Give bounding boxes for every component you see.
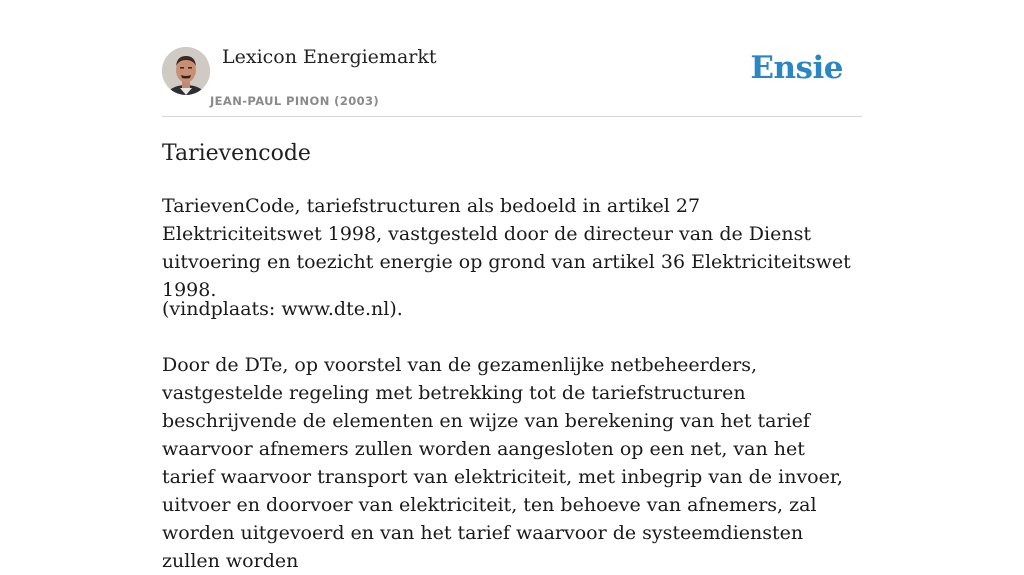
header: [162, 0, 862, 117]
description-paragraph: Door de DTe, op voorstel van de gezamenlijke netbeheerders, vastgestelde regeling met betrekking tot de tariefstructuren beschrijvende de elementen en wijze van berekening van het tarief waarvoor afnemers zullen worden aangesloten op een net, van het tarief waarvoor transport van elektriciteit, met inbegrip van de invoer, uitvoer en doorvoer van elektriciteit, ten behoeve van afnemers, zal worden uitgevoerd en van het tarief waarvoor de systeemdiensten zullen worden: [162, 354, 843, 572]
author-avatar[interactable]: [162, 47, 210, 95]
term-title: Tarievencode: [162, 141, 311, 166]
source-paragraph: (vindplaats: www.dte.nl).: [162, 298, 403, 320]
definition-paragraph: TarievenCode, tariefstructuren als bedoeld in artikel 27 Elektriciteitswet 1998, vastgesteld door de directeur van de Dienst uitvoering en toezicht energie op grond van artikel 36 Elektriciteitswet 1998.: [162, 195, 851, 301]
brand-logo[interactable]: Ensie: [750, 50, 843, 86]
author-name[interactable]: JEAN-PAUL PINON (2003): [210, 94, 380, 108]
page-container: [162, 0, 862, 572]
author-photo-icon: [162, 47, 210, 95]
lexicon-title[interactable]: Lexicon Energiemarkt: [222, 46, 437, 68]
